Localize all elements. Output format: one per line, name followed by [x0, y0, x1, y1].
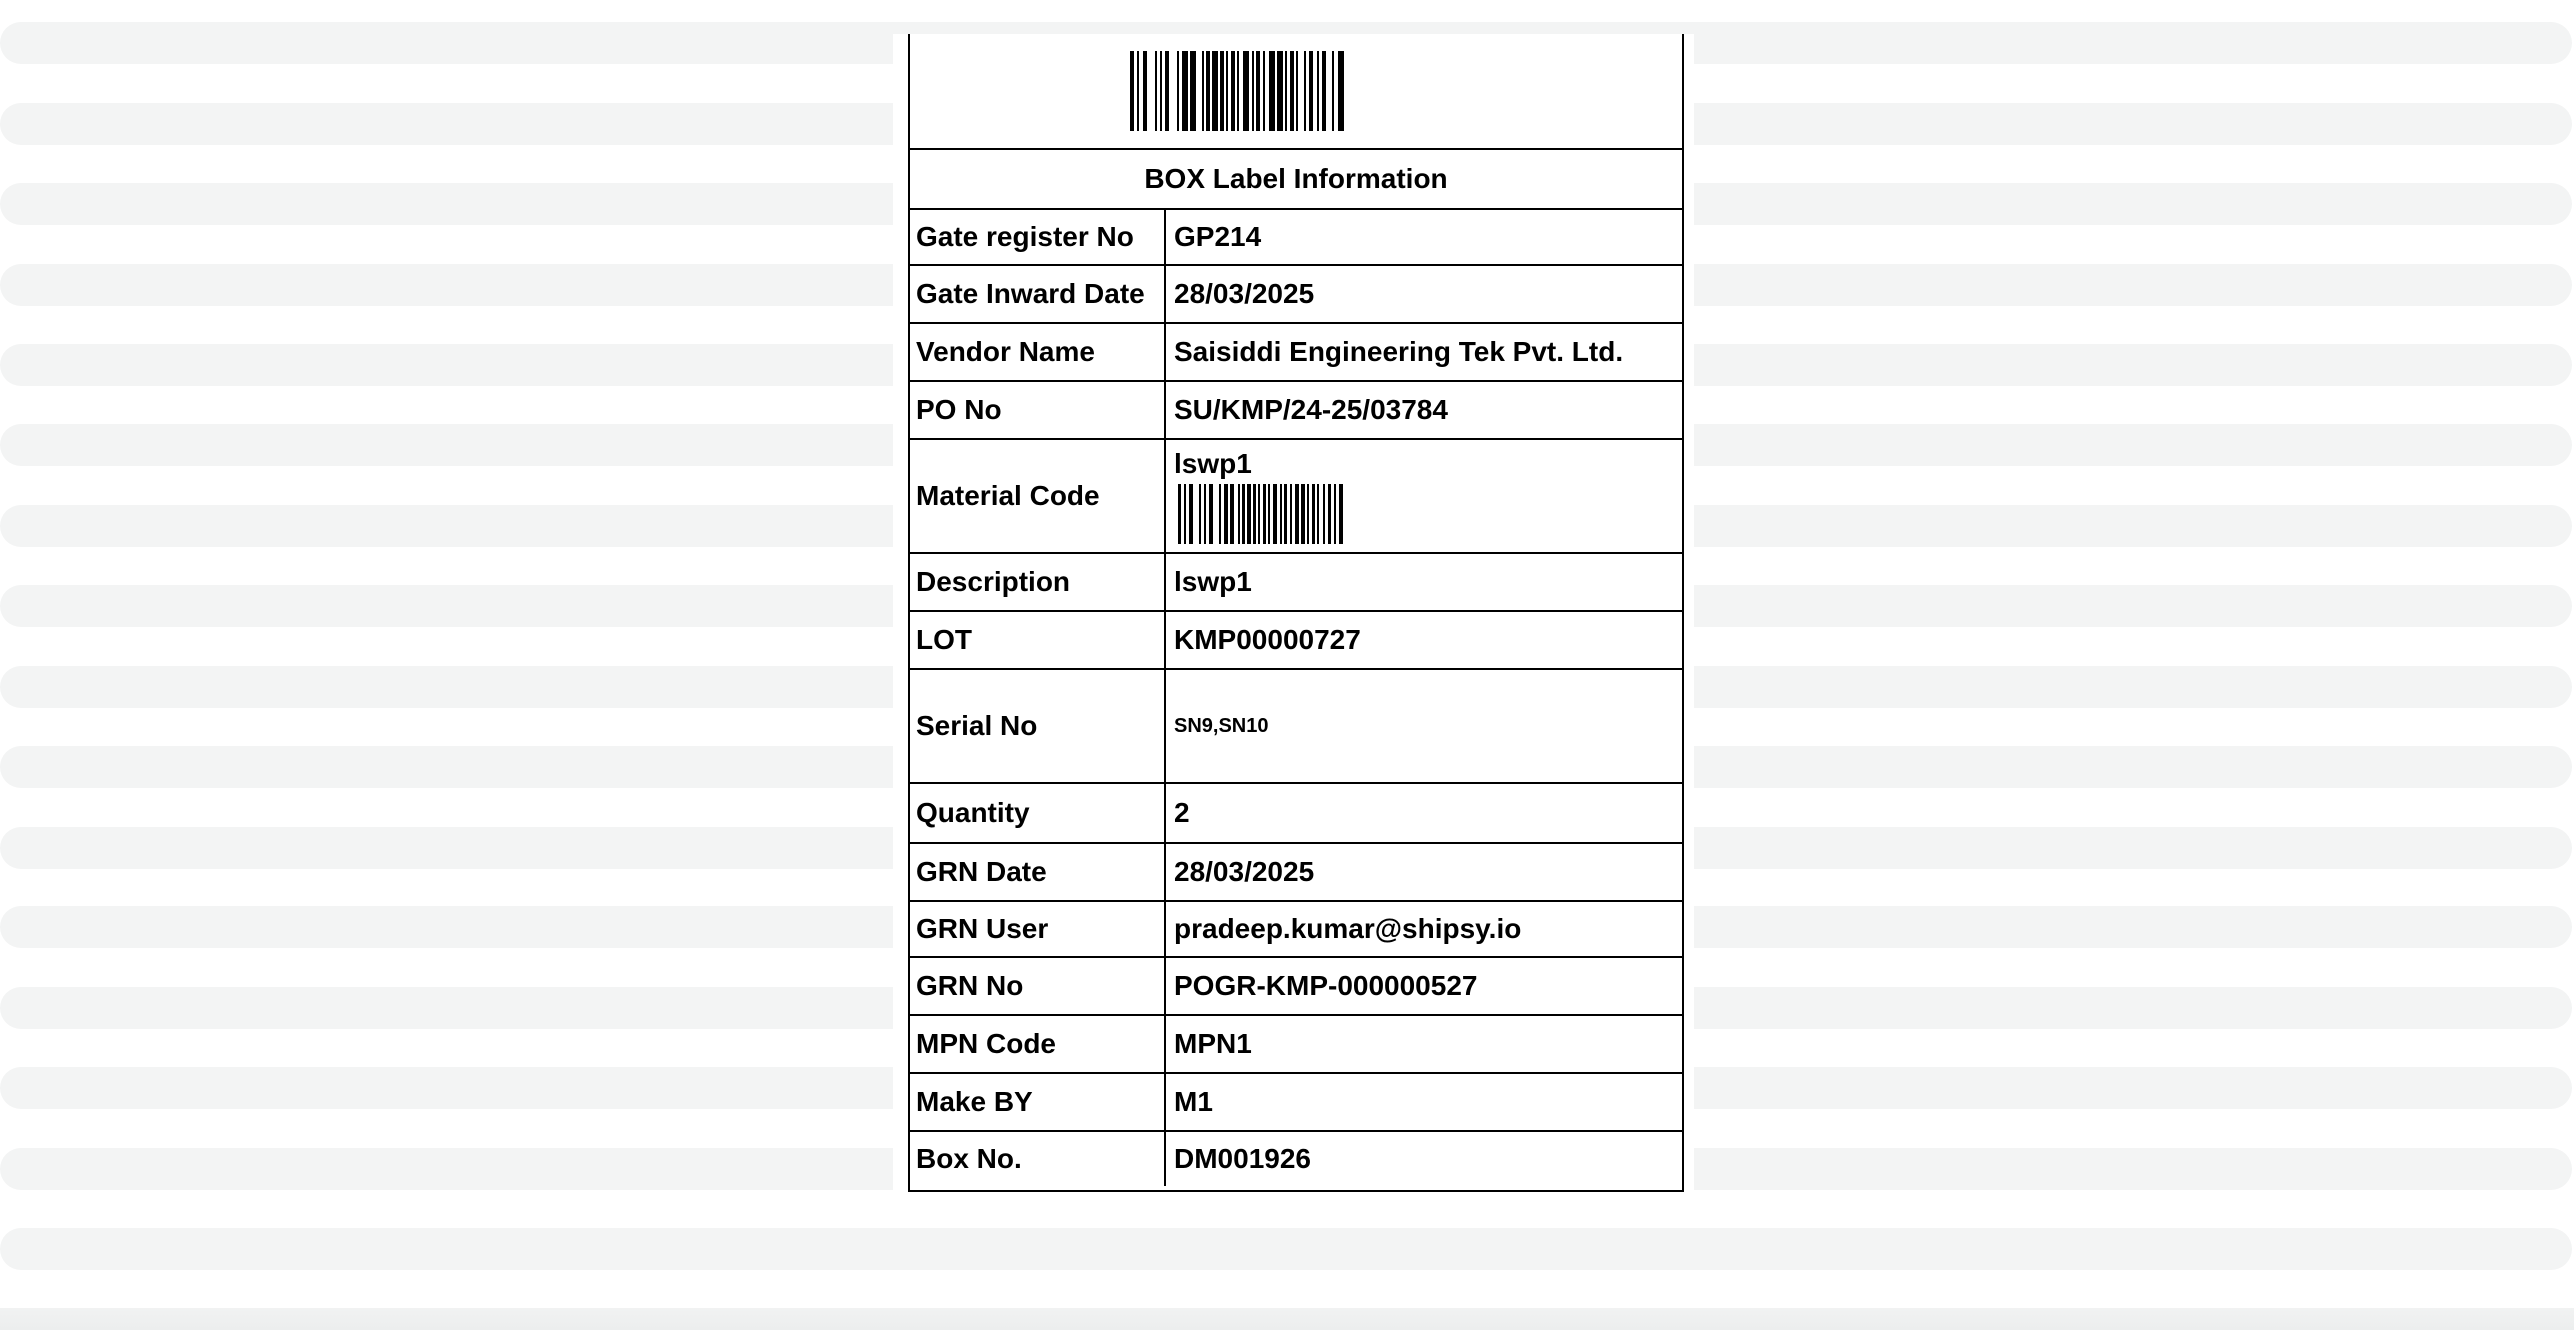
- barcode-bar: [1304, 51, 1306, 131]
- barcode-bar: [1202, 51, 1204, 131]
- barcode-bar: [1317, 51, 1319, 131]
- row-quantity: [910, 784, 1682, 844]
- barcode-bar: [1190, 51, 1196, 131]
- field-value: POGR-KMP-000000527: [1174, 970, 1478, 1001]
- barcode-bar: [1242, 484, 1245, 544]
- barcode-bar: [1247, 484, 1251, 544]
- field-value: SN9,SN10: [1174, 714, 1269, 737]
- field-key: Gate register No: [910, 210, 1166, 264]
- barcode-bar: [1230, 484, 1234, 544]
- row-make-by: [910, 1074, 1682, 1132]
- field-value: Saisiddi Engineering Tek Pvt. Ltd.: [1174, 336, 1624, 367]
- barcode-bar: [1226, 51, 1228, 131]
- barcode-bar: [1339, 484, 1343, 544]
- row-gate-register-no: [910, 210, 1682, 266]
- field-value: 2: [1174, 797, 1190, 828]
- barcode-bar: [1231, 51, 1235, 131]
- barcode-bar: [1189, 484, 1193, 544]
- material-code-text: lswp1: [1174, 448, 1252, 479]
- label-title: BOX Label Information: [910, 150, 1682, 210]
- barcode-bar: [1212, 51, 1218, 131]
- barcode-bar: [1273, 484, 1277, 544]
- row-gate-inward-date: [910, 266, 1682, 324]
- barcode-bar: [1143, 51, 1147, 131]
- row-lot: [910, 612, 1682, 670]
- barcode-bar: [1312, 484, 1315, 544]
- barcode-bar: [1253, 484, 1256, 544]
- field-value: MPN1: [1174, 1028, 1252, 1059]
- field-value-stack: [1166, 440, 1682, 552]
- barcode-bar: [1204, 484, 1206, 544]
- barcode-bar: [1177, 51, 1179, 131]
- row-grn-date: [910, 844, 1682, 902]
- barcode-bar: [1268, 484, 1270, 544]
- barcode-bar: [1277, 51, 1283, 131]
- row-grn-no: [910, 958, 1682, 1016]
- field-value: KMP00000727: [1174, 624, 1361, 655]
- skeleton-stripe: [0, 1228, 2572, 1270]
- barcode-bar: [1322, 51, 1326, 131]
- barcode-bar: [1307, 484, 1309, 544]
- barcode-bar: [1130, 51, 1134, 131]
- barcode-bar: [1263, 51, 1265, 131]
- row-serial-no: [910, 670, 1682, 784]
- row-vendor-name: [910, 324, 1682, 382]
- top-barcode: [910, 34, 1682, 150]
- field-key: PO No: [910, 382, 1166, 438]
- field-value: SU/KMP/24-25/03784: [1174, 394, 1448, 425]
- barcode-bar: [1252, 51, 1254, 131]
- barcode-bar: [1160, 51, 1162, 131]
- row-mpn-code: [910, 1016, 1682, 1074]
- barcode-bar: [1219, 484, 1221, 544]
- row-material-code: [910, 440, 1682, 554]
- barcode-icon: [1178, 484, 1398, 544]
- barcode-bar: [1165, 51, 1169, 131]
- barcode-bar: [1224, 484, 1228, 544]
- field-key: Description: [910, 554, 1166, 610]
- barcode-bar: [1137, 51, 1139, 131]
- field-key: GRN No: [910, 958, 1166, 1014]
- barcode-bar: [1280, 484, 1282, 544]
- barcode-bar: [1309, 51, 1313, 131]
- barcode-bar: [1178, 484, 1181, 544]
- barcode-bar: [1237, 51, 1239, 131]
- barcode-bar: [1338, 51, 1344, 131]
- field-key: Material Code: [910, 440, 1166, 552]
- field-value: M1: [1174, 1086, 1213, 1117]
- barcode-bar: [1155, 51, 1157, 131]
- barcode-bar: [1263, 484, 1266, 544]
- row-po-no: [910, 382, 1682, 440]
- box-label: [908, 34, 1684, 1192]
- barcode-bar: [1284, 484, 1287, 544]
- barcode-bar: [1199, 484, 1201, 544]
- barcode-bar: [1332, 51, 1334, 131]
- barcode-bar: [1258, 484, 1260, 544]
- field-key: GRN User: [910, 902, 1166, 956]
- field-key: Quantity: [910, 784, 1166, 842]
- barcode-bar: [1243, 51, 1249, 131]
- barcode-bar: [1295, 484, 1299, 544]
- barcode-bar: [1323, 484, 1325, 544]
- barcode-bar: [1301, 484, 1305, 544]
- barcode-icon: [1130, 51, 1462, 131]
- field-value: DM001926: [1174, 1143, 1311, 1174]
- barcode-bar: [1238, 484, 1240, 544]
- barcode-bar: [1206, 51, 1210, 131]
- field-value: GP214: [1174, 221, 1262, 252]
- barcode-bar: [1220, 51, 1224, 131]
- barcode-bar: [1182, 51, 1188, 131]
- field-value: 28/03/2025: [1174, 856, 1315, 887]
- field-key: Gate Inward Date: [910, 266, 1166, 322]
- field-value: 28/03/2025: [1174, 278, 1315, 309]
- field-key: Make BY: [910, 1074, 1166, 1130]
- barcode-bar: [1317, 484, 1319, 544]
- field-value: lswp1: [1174, 566, 1252, 597]
- field-key: Box No.: [910, 1132, 1166, 1186]
- barcode-bar: [1290, 484, 1292, 544]
- barcode-bar: [1290, 51, 1294, 131]
- barcode-bar: [1328, 484, 1331, 544]
- row-grn-user: [910, 902, 1682, 958]
- barcode-bar: [1296, 51, 1298, 131]
- barcode-bar: [1285, 51, 1287, 131]
- bottom-shade: [0, 1308, 2574, 1330]
- barcode-bar: [1209, 484, 1213, 544]
- field-key: GRN Date: [910, 844, 1166, 900]
- barcode-bar: [1269, 51, 1275, 131]
- row-box-no: [910, 1132, 1682, 1186]
- field-key: MPN Code: [910, 1016, 1166, 1072]
- field-value: pradeep.kumar@shipsy.io: [1174, 913, 1522, 944]
- field-key: Serial No: [910, 670, 1166, 782]
- barcode-bar: [1256, 51, 1260, 131]
- barcode-bar: [1334, 484, 1336, 544]
- barcode-bar: [1184, 484, 1186, 544]
- field-key: LOT: [910, 612, 1166, 668]
- field-key: Vendor Name: [910, 324, 1166, 380]
- row-description: [910, 554, 1682, 612]
